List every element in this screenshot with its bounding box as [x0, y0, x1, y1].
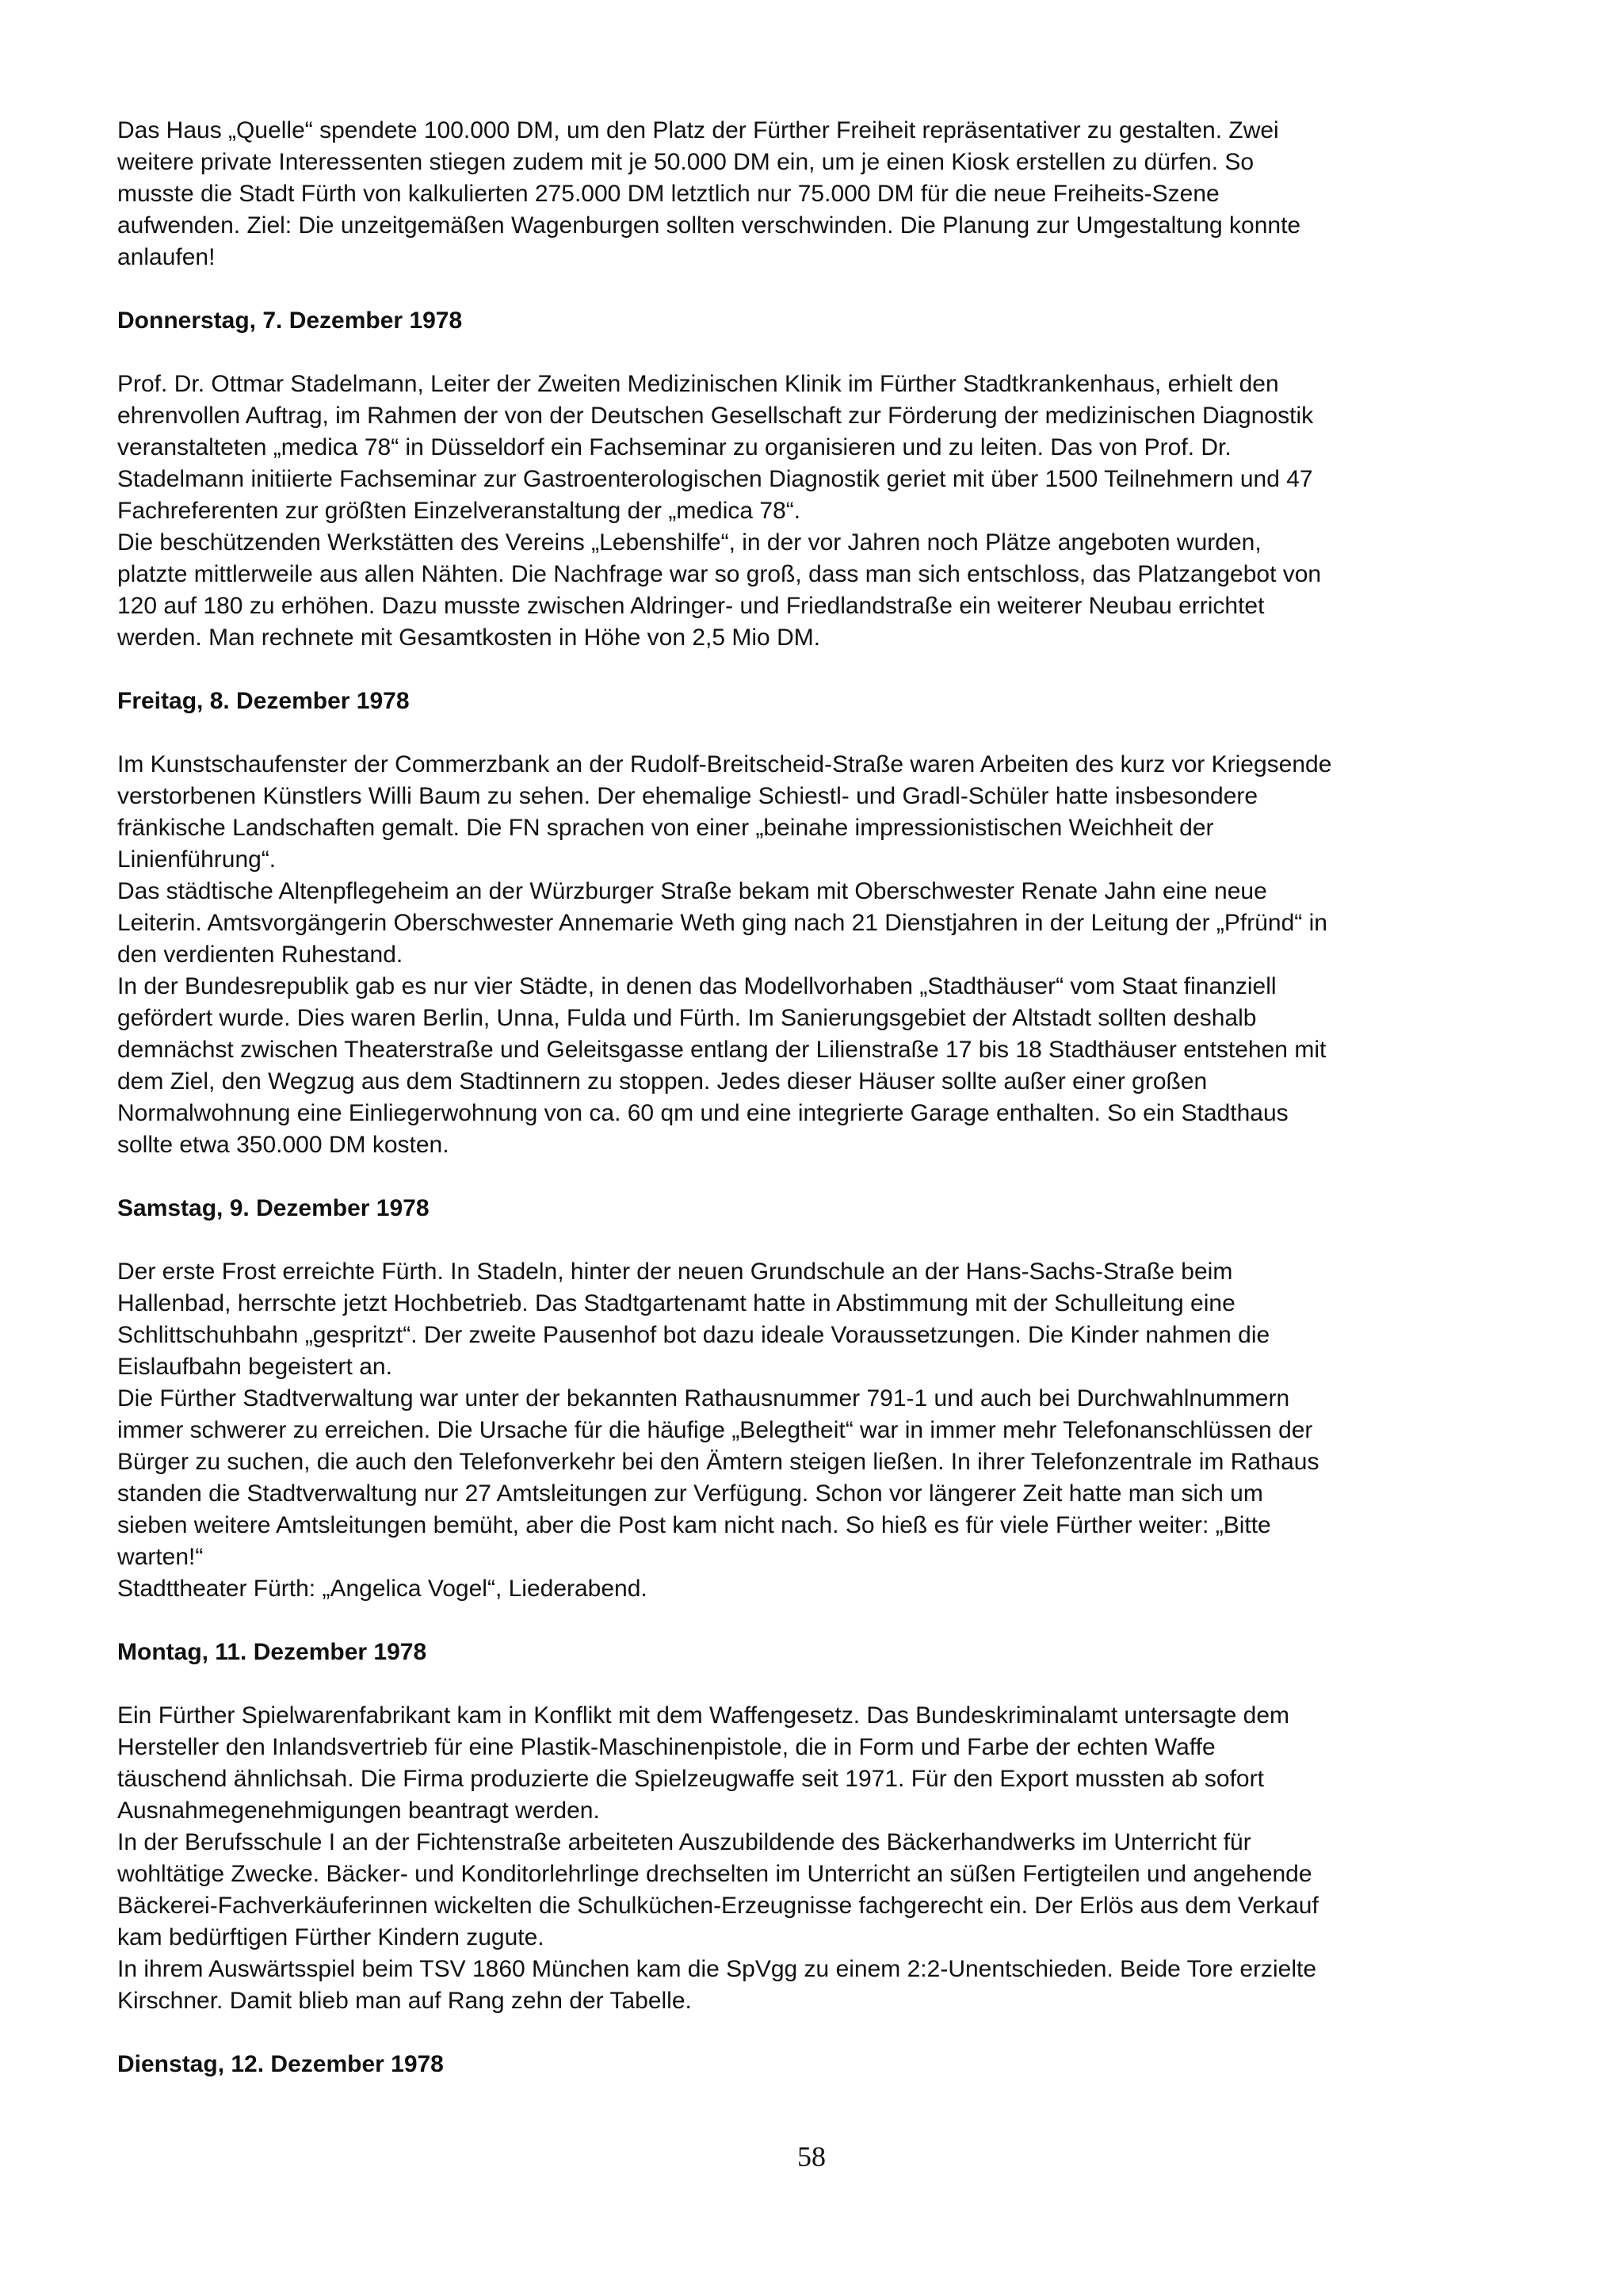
text-line: Ein Fürther Spielwarenfabrikant kam in Konflikt mit dem Waffengesetz. Das Bundeskriminalamt untersagte dem: [117, 1702, 1289, 1729]
text-line: Ausnahmegenehmigungen beantragt werden.: [117, 1797, 600, 1824]
text-line: fränkische Landschaften gemalt. Die FN sprachen von einer „beinahe impressionistischen Weichheit der: [117, 815, 1214, 841]
spacer: [117, 1161, 1512, 1193]
text-line: Normalwohnung eine Einliegerwohnung von ca. 60 qm und eine integrierte Garage enthalten. So ein Stadthaus: [117, 1100, 1289, 1126]
section-body: [117, 369, 1512, 654]
text-line: musste die Stadt Fürth von kalkulierten 275.000 DM letztlich nur 75.000 DM für die neue Freiheits-Szene: [117, 181, 1220, 207]
section-body: [117, 1256, 1512, 1605]
date-heading: Dienstag, 12. Dezember 1978: [117, 2051, 444, 2077]
intro-paragraph: [117, 115, 1512, 273]
text-line: Kirschner. Damit blieb man auf Rang zehn der Tabelle.: [117, 1988, 692, 2014]
spacer: [117, 337, 1512, 369]
text-line: Der erste Frost erreichte Fürth. In Stadeln, hinter der neuen Grundschule an der Hans-Sachs-Straße beim: [117, 1259, 1233, 1285]
text-line: Bürger zu suchen, die auch den Telefonverkehr bei den Ämtern steigen ließen. In ihrer Telefonzentrale im Rathaus: [117, 1449, 1319, 1475]
spacer: [117, 654, 1512, 686]
text-line: Die beschützenden Werkstätten des Vereins „Lebenshilfe“, in der vor Jahren noch Plätze angeboten wurden,: [117, 529, 1262, 556]
text-line: Linienführung“.: [117, 846, 277, 873]
text-line: In der Berufsschule I an der Fichtenstraße arbeiteten Auszubildende des Bäckerhandwerks im Unterricht für: [117, 1829, 1251, 1855]
text-line: warten!“: [117, 1544, 204, 1570]
text-line: In der Bundesrepublik gab es nur vier Städte, in denen das Modellvorhaben „Stadthäuser“ vom Staat finanziell: [117, 973, 1277, 999]
text-line: anlaufen!: [117, 244, 216, 270]
text-line: Das Haus „Quelle“ spendete 100.000 DM, um den Platz der Fürther Freiheit repräsentativer zu gestalten. Zwei: [117, 117, 1279, 143]
text-line: In ihrem Auswärtsspiel beim TSV 1860 München kam die SpVgg zu einem 2:2-Unentschieden. Beide Tore erzielte: [117, 1956, 1317, 1982]
text-line: Prof. Dr. Ottmar Stadelmann, Leiter der Zweiten Medizinischen Klinik im Fürther Stadtkrankenhaus, erhielt den: [117, 371, 1279, 397]
text-line: Stadttheater Fürth: „Angelica Vogel“, Liederabend.: [117, 1576, 647, 1602]
text-line: Leiterin. Amtsvorgängerin Oberschwester Annemarie Weth ging nach 21 Dienstjahren in der Leitung der „Pfründ“ in: [117, 910, 1327, 936]
text-line: weitere private Interessenten stiegen zudem mit je 50.000 DM ein, um je einen Kiosk erstellen zu dürfen. So: [117, 149, 1254, 175]
text-line: Stadelmann initiierte Fachseminar zur Gastroenterologischen Diagnostik geriet mit über 1500 Teilnehmern und 47: [117, 466, 1313, 492]
text-line: Schlittschuhbahn „gespritzt“. Der zweite Pausenhof bot dazu ideale Voraussetzungen. Die Kinder nahmen die: [117, 1322, 1270, 1348]
text-line: dem Ziel, den Wegzug aus dem Stadtinnern zu stoppen. Jedes dieser Häuser sollte außer einer großen: [117, 1068, 1208, 1095]
spacer: [117, 273, 1512, 305]
text-line: immer schwerer zu erreichen. Die Ursache für die häufige „Belegtheit“ war in immer mehr Telefonanschlüssen der: [117, 1417, 1313, 1443]
spacer: [117, 1668, 1512, 1700]
document-body: [117, 115, 1512, 2080]
text-line: aufwenden. Ziel: Die unzeitgemäßen Wagenburgen sollten verschwinden. Die Planung zur Umgestaltung konnte: [117, 212, 1301, 239]
text-line: Das städtische Altenpflegeheim an der Würzburger Straße bekam mit Oberschwester Renate Jahn eine neue: [117, 878, 1267, 904]
text-line: Die Fürther Stadtverwaltung war unter der bekannten Rathausnummer 791-1 und auch bei Durchwahlnummern: [117, 1385, 1290, 1412]
text-line: wohltätige Zwecke. Bäcker- und Konditorlehrlinge drechselten im Unterricht an süßen Fertigteilen und angehende: [117, 1861, 1312, 1887]
page-number: 58: [797, 2141, 826, 2172]
text-line: sieben weitere Amtsleitungen bemüht, aber die Post kam nicht nach. So hieß es für viele Fürther weiter: „Bitte: [117, 1512, 1271, 1538]
spacer: [117, 1605, 1512, 1637]
text-line: veranstalteten „medica 78“ in Düsseldorf ein Fachseminar zu organisieren und zu leiten. Das von Prof. Dr.: [117, 434, 1232, 460]
text-line: Hallenbad, herrschte jetzt Hochbetrieb. Das Stadtgartenamt hatte in Abstimmung mit der Schulleitung eine: [117, 1290, 1235, 1316]
text-line: Bäckerei-Fachverkäuferinnen wickelten die Schulküchen-Erzeugnisse fachgerecht ein. Der Erlös aus dem Verkauf: [117, 1893, 1319, 1919]
spacer: [117, 717, 1512, 749]
text-line: Fachreferenten zur größten Einzelveranstaltung der „medica 78“.: [117, 498, 801, 524]
text-line: kam bedürftigen Fürther Kindern zugute.: [117, 1924, 544, 1950]
section-body: [117, 749, 1512, 1161]
text-line: ehrenvollen Auftrag, im Rahmen der von der Deutschen Gesellschaft zur Förderung der medizinischen Diagnostik: [117, 403, 1314, 429]
text-line: standen die Stadtverwaltung nur 27 Amtsleitungen zur Verfügung. Schon vor längerer Zeit hatte man sich um: [117, 1480, 1263, 1507]
section-body: [117, 1700, 1512, 2017]
text-line: sollte etwa 350.000 DM kosten.: [117, 1132, 449, 1158]
spacer: [117, 1224, 1512, 1256]
text-line: gefördert wurde. Dies waren Berlin, Unna, Fulda und Fürth. Im Sanierungsgebiet der Altstadt sollten deshalb: [117, 1005, 1257, 1031]
date-heading: Freitag, 8. Dezember 1978: [117, 688, 410, 714]
date-heading: Donnerstag, 7. Dezember 1978: [117, 308, 463, 334]
text-line: Im Kunstschaufenster der Commerzbank an der Rudolf-Breitscheid-Straße waren Arbeiten des kurz vor Kriegsende: [117, 751, 1332, 777]
text-line: den verdienten Ruhestand.: [117, 942, 403, 968]
text-line: werden. Man rechnete mit Gesamtkosten in Höhe von 2,5 Mio DM.: [117, 625, 821, 651]
text-line: 120 auf 180 zu erhöhen. Dazu musste zwischen Aldringer- und Friedlandstraße ein weiterer Neubau errichtet: [117, 593, 1265, 619]
text-line: Eislaufbahn begeistert an.: [117, 1354, 392, 1380]
text-line: täuschend ähnlichsah. Die Firma produzierte die Spielzeugwaffe seit 1971. Für den Export mussten ab sofort: [117, 1766, 1264, 1792]
spacer: [117, 2017, 1512, 2049]
text-line: verstorbenen Künstlers Willi Baum zu sehen. Der ehemalige Schiestl- und Gradl-Schüler hatte insbesondere: [117, 783, 1258, 809]
text-line: demnächst zwischen Theaterstraße und Geleitsgasse entlang der Lilienstraße 17 bis 18 Stadthäuser entstehen mit: [117, 1037, 1327, 1063]
date-heading: Montag, 11. Dezember 1978: [117, 1639, 427, 1665]
text-line: platzte mittlerweile aus allen Nähten. Die Nachfrage war so groß, dass man sich entschloss, das Platzangebot von: [117, 561, 1322, 587]
text-line: Hersteller den Inlandsvertrieb für eine Plastik-Maschinenpistole, die in Form und Farbe der echten Waffe: [117, 1734, 1216, 1760]
date-heading: Samstag, 9. Dezember 1978: [117, 1195, 430, 1221]
